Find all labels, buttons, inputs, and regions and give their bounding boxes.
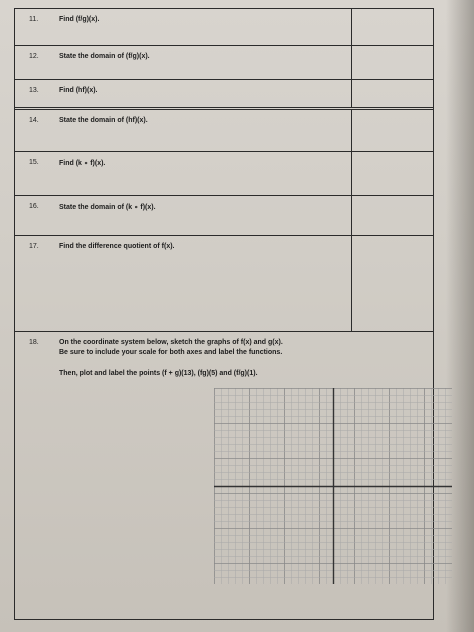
- answer-box[interactable]: [351, 196, 433, 235]
- question-text: Find (k ∘ f)(x).: [59, 160, 106, 167]
- answer-box[interactable]: [351, 236, 433, 331]
- question-row-12: [15, 46, 433, 80]
- answer-box[interactable]: [351, 152, 433, 195]
- question-number: 12.: [29, 53, 39, 60]
- question-number: 16.: [29, 203, 39, 210]
- question-text: Find (f/g)(x).: [59, 16, 100, 23]
- question-row-16: [15, 196, 433, 236]
- answer-box[interactable]: [351, 9, 433, 45]
- answer-box[interactable]: [351, 110, 433, 151]
- question-number: 18.: [29, 339, 39, 346]
- question-number: 11.: [29, 16, 39, 23]
- question-row-17: [15, 236, 433, 332]
- question-number: 15.: [29, 159, 39, 166]
- question-row-15: [15, 152, 433, 196]
- question-text: Find the difference quotient of f(x).: [59, 243, 175, 250]
- question-number: 14.: [29, 117, 39, 124]
- question-text-line-1: On the coordinate system below, sketch the graphs of f(x) and g(x).: [59, 339, 283, 346]
- question-row-11: [15, 9, 433, 46]
- coordinate-grid[interactable]: [214, 388, 452, 584]
- answer-box[interactable]: [351, 80, 433, 107]
- graph-paper[interactable]: [214, 388, 452, 584]
- question-row-18: [15, 332, 433, 619]
- question-number: 17.: [29, 243, 39, 250]
- question-text: State the domain of (f/g)(x).: [59, 53, 150, 60]
- question-text: State the domain of (hf)(x).: [59, 117, 148, 124]
- question-number: 13.: [29, 87, 39, 94]
- question-text: Find (hf)(x).: [59, 87, 98, 94]
- answer-box[interactable]: [351, 46, 433, 79]
- question-text-line-3: Then, plot and label the points (f + g)(13), (fg)(5) and (f/g)(1).: [59, 370, 258, 377]
- question-text: State the domain of (k ∘ f)(x).: [59, 204, 156, 211]
- question-row-14: [15, 110, 433, 152]
- question-table: [14, 8, 434, 620]
- question-row-13: [15, 80, 433, 110]
- question-text-line-2: Be sure to include your scale for both axes and label the functions.: [59, 349, 283, 356]
